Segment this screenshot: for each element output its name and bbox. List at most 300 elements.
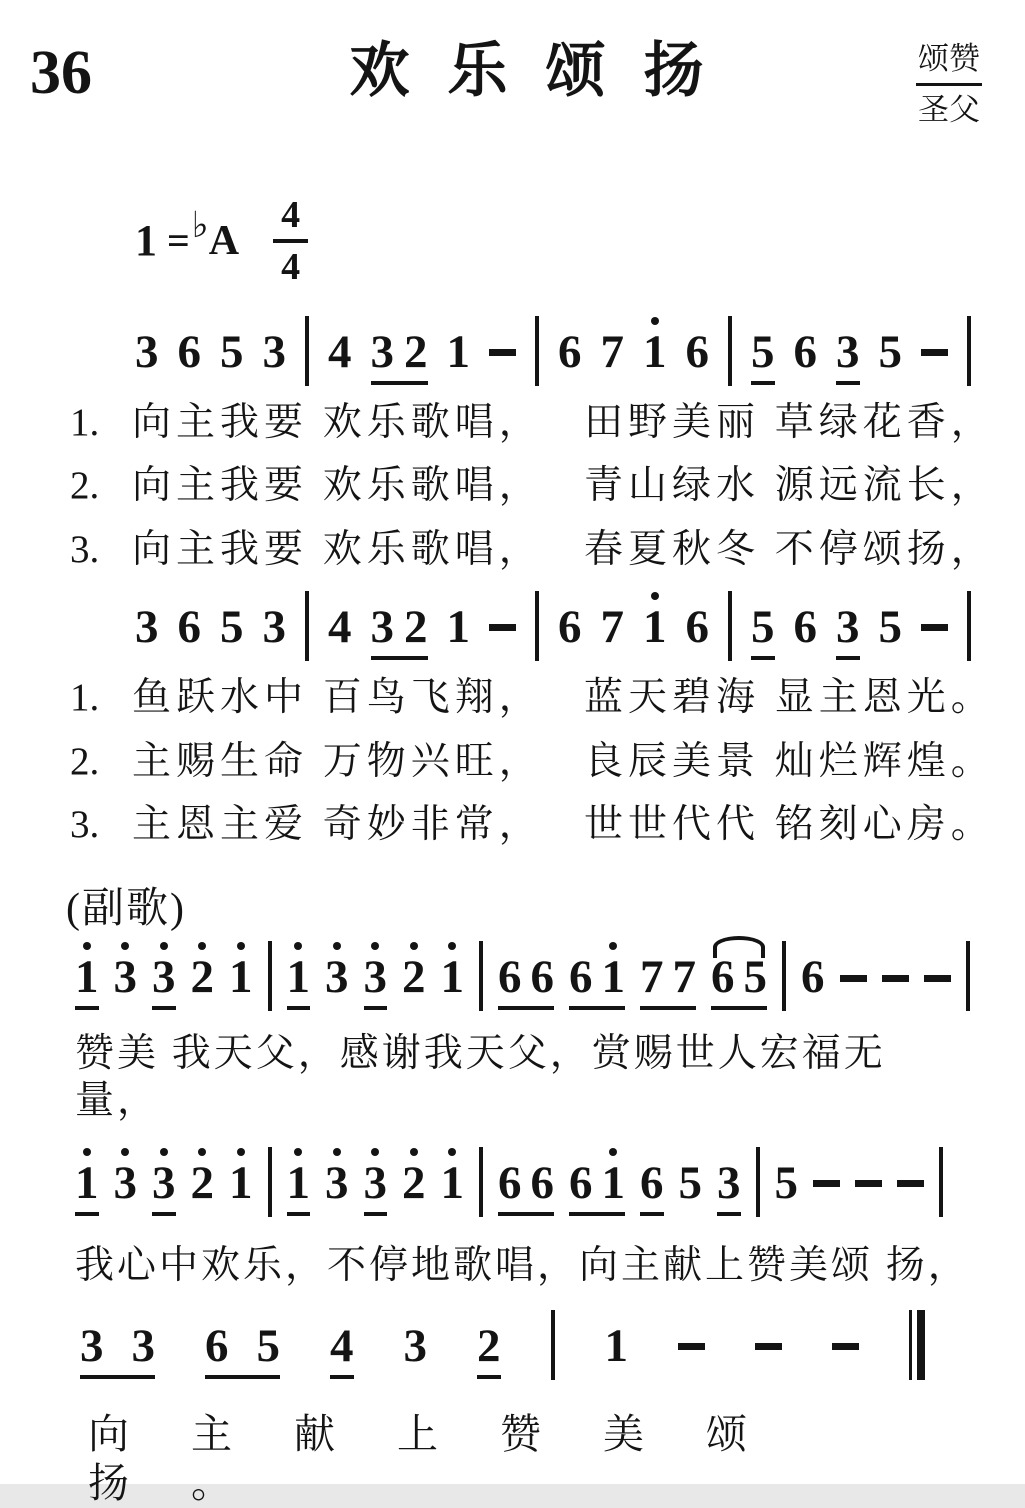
note-number: 1 xyxy=(604,1319,628,1372)
note-number: 1 xyxy=(75,1160,99,1216)
note xyxy=(364,1148,388,1216)
note xyxy=(404,592,428,656)
octave-dot xyxy=(410,942,418,950)
duration-dash xyxy=(855,1180,882,1187)
note xyxy=(404,317,428,381)
measure xyxy=(328,317,516,385)
beam-group xyxy=(711,942,767,1010)
category-label xyxy=(903,40,995,130)
note-number: 7 xyxy=(672,951,696,1004)
note xyxy=(325,1148,349,1216)
duration-dash xyxy=(921,624,948,631)
note-number: 5 xyxy=(878,325,902,378)
note xyxy=(498,1148,522,1212)
note-number: 6 xyxy=(530,1156,554,1209)
octave-dot xyxy=(844,592,852,600)
octave-dot xyxy=(577,1148,585,1156)
slur-arc xyxy=(713,936,765,958)
note-number: 6 xyxy=(177,325,201,378)
verse-line xyxy=(70,675,995,722)
header xyxy=(30,34,995,130)
octave-dot xyxy=(237,1148,245,1156)
measure xyxy=(80,1311,501,1379)
measure xyxy=(135,592,286,660)
octave-dot xyxy=(333,942,341,950)
note xyxy=(794,317,818,385)
note xyxy=(263,592,287,660)
octave-dot xyxy=(577,942,585,950)
note xyxy=(717,1148,741,1216)
note-number: 3 xyxy=(364,954,388,1010)
note-number: 1 xyxy=(229,951,253,1004)
note-number: 5 xyxy=(678,1156,702,1209)
time-signature xyxy=(273,193,308,288)
barline xyxy=(305,591,309,661)
octave-dot xyxy=(566,592,574,600)
octave-dot xyxy=(809,942,817,950)
verse-block-1 xyxy=(70,400,995,574)
note xyxy=(801,942,825,1010)
beam-group xyxy=(80,1311,155,1379)
octave-dot xyxy=(270,592,278,600)
note-number: 1 xyxy=(229,1156,253,1209)
octave-dot xyxy=(680,942,688,950)
note-number: 2 xyxy=(402,951,426,1004)
note-number: 3 xyxy=(403,1319,427,1372)
note-number: 5 xyxy=(774,1156,798,1209)
note xyxy=(643,317,667,385)
note xyxy=(558,317,582,385)
note xyxy=(686,317,710,385)
note-number: 3 xyxy=(717,1160,741,1216)
note xyxy=(751,592,775,660)
verse-text-first: 向主我要 欢乐歌唱， xyxy=(132,528,543,572)
octave-dot xyxy=(844,317,852,325)
jianpu-line-chorus-1 xyxy=(75,941,995,1011)
octave-dot xyxy=(338,1311,346,1319)
octave-dot xyxy=(88,1311,96,1319)
verse-text-second: 蓝天碧海 显主恩光。 xyxy=(584,675,995,719)
verse-line xyxy=(70,463,995,510)
chorus-label: (副歌) xyxy=(66,886,186,933)
verse-line xyxy=(70,739,995,786)
beam-group xyxy=(569,942,625,1010)
note xyxy=(178,317,202,385)
octave-dot xyxy=(538,1148,546,1156)
octave-dot xyxy=(651,317,659,325)
note xyxy=(132,1311,156,1375)
note xyxy=(836,317,860,385)
note-number: 6 xyxy=(793,325,817,378)
octave-dot xyxy=(270,317,278,325)
note xyxy=(75,1148,99,1216)
chorus-lyric-3: 向主献上赞美颂 扬。 xyxy=(88,1410,912,1506)
octave-dot xyxy=(609,942,617,950)
chorus-lyric-1: 赞美 我天父，感谢我天父，赏赐世人宏福无 量， xyxy=(75,1032,928,1123)
tonic-number: 1 xyxy=(135,216,157,265)
octave-dot xyxy=(198,1148,206,1156)
note xyxy=(879,592,903,660)
verse-text-first: 向主我要 欢乐歌唱， xyxy=(132,464,543,508)
barline xyxy=(966,941,970,1011)
verse-text-first: 鱼跃水中 百鸟飞翔， xyxy=(132,675,543,719)
octave-dot xyxy=(160,942,168,950)
note-number: 2 xyxy=(404,325,428,378)
barline xyxy=(756,1147,760,1217)
measure xyxy=(801,942,951,1010)
note-number: 3 xyxy=(135,325,159,378)
jianpu-line-chorus-2 xyxy=(75,1147,995,1217)
verse-text-second: 春夏秋冬 不停颂扬， xyxy=(584,528,995,572)
note-number: 3 xyxy=(262,600,286,653)
note-number: 1 xyxy=(446,325,470,378)
note-number: 3 xyxy=(370,600,394,653)
category-bottom-label: 圣父 xyxy=(918,91,980,127)
note-number: 6 xyxy=(711,951,735,1004)
note-number: 3 xyxy=(152,954,176,1010)
verse-number: 2. xyxy=(70,739,100,783)
note-number: 2 xyxy=(402,1156,426,1209)
note-number: 6 xyxy=(685,600,709,653)
verse-text-second: 田野美丽 草绿花香， xyxy=(584,400,995,444)
note-number: 6 xyxy=(498,951,522,1004)
note-number: 2 xyxy=(190,1156,214,1209)
beam-group xyxy=(640,942,696,1010)
note-number: 1 xyxy=(287,954,311,1010)
octave-dot xyxy=(228,317,236,325)
octave-dot xyxy=(454,592,462,600)
note xyxy=(364,942,388,1010)
note-number: 7 xyxy=(640,951,664,1004)
measure xyxy=(287,1148,465,1216)
duration-dash xyxy=(813,1180,840,1187)
beam-group xyxy=(498,1148,554,1216)
note-number: 6 xyxy=(498,1156,522,1209)
note xyxy=(178,592,202,660)
note xyxy=(679,1148,703,1216)
measure xyxy=(558,317,709,385)
note xyxy=(404,1311,428,1379)
note xyxy=(205,1311,229,1375)
note xyxy=(135,317,159,385)
octave-dot xyxy=(371,942,379,950)
duration-dash xyxy=(897,1180,924,1187)
note xyxy=(152,942,176,1010)
octave-dot xyxy=(336,317,344,325)
octave-dot xyxy=(336,592,344,600)
beam-group xyxy=(371,592,428,660)
beam-group xyxy=(498,942,554,1010)
note-number: 1 xyxy=(446,600,470,653)
time-signature-denominator: 4 xyxy=(281,245,301,288)
octave-dot xyxy=(448,1148,456,1156)
octave-dot xyxy=(213,1311,221,1319)
note xyxy=(152,1148,176,1216)
note-number: 3 xyxy=(262,325,286,378)
song-number: 36 xyxy=(30,39,92,107)
note xyxy=(287,942,311,1010)
duration-dash xyxy=(832,1343,859,1350)
note-number: 3 xyxy=(370,325,394,378)
note xyxy=(569,942,593,1006)
duration-dash xyxy=(882,975,909,982)
note xyxy=(794,592,818,660)
category-top-label: 颂赞 xyxy=(916,40,982,86)
octave-dot xyxy=(412,317,420,325)
measure xyxy=(498,1148,741,1216)
verse-block-2 xyxy=(70,675,995,849)
song-title: 欢乐颂扬 xyxy=(349,38,742,104)
note-number: 5 xyxy=(220,325,244,378)
verse-text-second: 世世代代 铭刻心房。 xyxy=(584,803,995,847)
octave-dot xyxy=(185,592,193,600)
note xyxy=(498,942,522,1006)
verse-number: 3. xyxy=(70,803,100,847)
duration-dash xyxy=(755,1343,782,1350)
measure xyxy=(75,1148,253,1216)
note xyxy=(135,592,159,660)
note-number: 4 xyxy=(328,325,352,378)
note xyxy=(325,942,349,1010)
octave-dot xyxy=(160,1148,168,1156)
octave-dot xyxy=(759,317,767,325)
octave-dot xyxy=(886,317,894,325)
octave-dot xyxy=(411,1311,419,1319)
barline xyxy=(479,1147,483,1217)
note xyxy=(220,592,244,660)
octave-dot xyxy=(506,942,514,950)
measure xyxy=(328,592,516,660)
note-number: 5 xyxy=(878,600,902,653)
octave-dot xyxy=(410,1148,418,1156)
note xyxy=(836,592,860,660)
note xyxy=(602,1148,626,1212)
note xyxy=(371,317,395,381)
note-number: 3 xyxy=(836,329,860,385)
note-number: 1 xyxy=(643,600,667,653)
octave-dot xyxy=(693,592,701,600)
octave-dot xyxy=(608,317,616,325)
barline xyxy=(535,591,539,661)
equals-sign: = xyxy=(167,218,190,263)
duration-dash xyxy=(924,975,951,982)
octave-dot xyxy=(612,1311,620,1319)
octave-dot xyxy=(608,592,616,600)
note xyxy=(402,942,426,1010)
note xyxy=(114,942,138,1010)
note xyxy=(328,592,352,660)
flat-icon: ♭ xyxy=(191,204,209,245)
final-barline xyxy=(909,1310,925,1380)
note-number: 1 xyxy=(601,1156,625,1209)
note xyxy=(441,942,465,1010)
note xyxy=(602,942,626,1006)
octave-dot xyxy=(759,592,767,600)
octave-dot xyxy=(454,317,462,325)
note-number: 5 xyxy=(743,951,767,1004)
note xyxy=(220,317,244,385)
duration-dash xyxy=(489,349,516,356)
key-signature xyxy=(135,193,995,288)
octave-dot xyxy=(886,592,894,600)
measure xyxy=(751,317,948,385)
note-number: 3 xyxy=(836,604,860,660)
octave-dot xyxy=(185,317,193,325)
note-number: 3 xyxy=(80,1319,104,1372)
note-number: 1 xyxy=(287,1160,311,1216)
octave-dot xyxy=(121,942,129,950)
beam-group xyxy=(569,1148,625,1216)
duration-dash xyxy=(840,975,867,982)
octave-dot xyxy=(651,592,659,600)
verse-line xyxy=(70,802,995,849)
note xyxy=(328,317,352,385)
note-number: 5 xyxy=(751,604,775,660)
note xyxy=(330,1311,354,1379)
octave-dot xyxy=(139,1311,147,1319)
note-number: 3 xyxy=(135,600,159,653)
octave-dot xyxy=(566,317,574,325)
note xyxy=(191,1148,215,1216)
verse-line xyxy=(70,527,995,574)
octave-dot xyxy=(782,1148,790,1156)
note xyxy=(601,317,625,385)
octave-dot xyxy=(143,317,151,325)
note xyxy=(751,317,775,385)
note-number: 7 xyxy=(600,325,624,378)
octave-dot xyxy=(485,1311,493,1319)
measure xyxy=(135,317,286,385)
note xyxy=(643,592,667,660)
octave-dot xyxy=(228,592,236,600)
note-number: 1 xyxy=(440,1156,464,1209)
measure xyxy=(287,942,465,1010)
duration-dash xyxy=(489,624,516,631)
note xyxy=(75,942,99,1010)
note-number: 3 xyxy=(325,951,349,1004)
note xyxy=(80,1311,104,1375)
verse-number: 3. xyxy=(70,528,100,572)
note-number: 3 xyxy=(131,1319,155,1372)
octave-dot xyxy=(725,1148,733,1156)
note xyxy=(531,942,555,1006)
note xyxy=(640,942,664,1006)
octave-dot xyxy=(506,1148,514,1156)
barline xyxy=(551,1310,555,1380)
note-number: 6 xyxy=(801,951,825,1004)
note xyxy=(477,1311,501,1379)
barline xyxy=(305,316,309,386)
verse-number: 1. xyxy=(70,400,100,444)
note xyxy=(775,1148,799,1216)
octave-dot xyxy=(448,942,456,950)
duration-dash xyxy=(678,1343,705,1350)
note-number: 1 xyxy=(75,954,99,1010)
verse-line xyxy=(70,400,995,447)
verse-text-second: 青山绿水 源远流长， xyxy=(584,464,995,508)
note xyxy=(371,592,395,656)
measure xyxy=(605,1311,860,1379)
time-signature-numerator: 4 xyxy=(273,196,308,243)
measure xyxy=(498,942,767,1010)
beam-group xyxy=(205,1311,280,1379)
verse-text-first: 向主我要 欢乐歌唱， xyxy=(132,400,543,444)
octave-dot xyxy=(294,1148,302,1156)
beam-group xyxy=(371,317,428,385)
note-number: 1 xyxy=(440,951,464,1004)
verse-number: 2. xyxy=(70,464,100,508)
octave-dot xyxy=(371,1148,379,1156)
note-number: 7 xyxy=(600,600,624,653)
note-number: 5 xyxy=(751,329,775,385)
note xyxy=(447,317,471,385)
octave-dot xyxy=(801,592,809,600)
octave-dot xyxy=(412,592,420,600)
note xyxy=(640,1148,664,1216)
note-number: 2 xyxy=(404,600,428,653)
octave-dot xyxy=(693,317,701,325)
measure xyxy=(775,1148,925,1216)
note-number: 6 xyxy=(569,1156,593,1209)
note-number: 1 xyxy=(601,951,625,1004)
note-number: 5 xyxy=(220,600,244,653)
jianpu-line-chorus-3 xyxy=(80,1310,995,1380)
octave-dot xyxy=(378,317,386,325)
barline xyxy=(268,1147,272,1217)
note-number: 6 xyxy=(685,325,709,378)
octave-dot xyxy=(609,1148,617,1156)
note xyxy=(229,942,253,1010)
note-number: 3 xyxy=(113,951,137,1004)
measure xyxy=(75,942,253,1010)
note xyxy=(605,1311,629,1379)
barline xyxy=(268,941,272,1011)
barline xyxy=(479,941,483,1011)
note xyxy=(447,592,471,660)
barline xyxy=(535,316,539,386)
note xyxy=(441,1148,465,1216)
key-letter: A xyxy=(208,217,240,264)
note-number: 6 xyxy=(558,600,582,653)
measure xyxy=(751,592,948,660)
octave-dot xyxy=(648,942,656,950)
octave-dot xyxy=(378,592,386,600)
note-number: 6 xyxy=(530,951,554,1004)
note-number: 1 xyxy=(643,325,667,378)
note-number: 6 xyxy=(569,951,593,1004)
octave-dot xyxy=(121,1148,129,1156)
note xyxy=(257,1311,281,1375)
barline xyxy=(939,1147,943,1217)
note-number: 3 xyxy=(152,1160,176,1216)
verse-text-second: 良辰美景 灿烂辉煌。 xyxy=(584,739,995,783)
note xyxy=(229,1148,253,1216)
note xyxy=(531,1148,555,1212)
octave-dot xyxy=(198,942,206,950)
verse-number: 1. xyxy=(70,675,100,719)
verse-text-first: 主赐生命 万物兴旺， xyxy=(132,739,543,783)
verse-text-first: 主恩主爱 奇妙非常， xyxy=(132,803,543,847)
note-number: 3 xyxy=(113,1156,137,1209)
note-number: 2 xyxy=(477,1323,501,1379)
note xyxy=(402,1148,426,1216)
duration-dash xyxy=(921,349,948,356)
note-number: 2 xyxy=(190,951,214,1004)
note-number: 3 xyxy=(325,1156,349,1209)
octave-dot xyxy=(538,942,546,950)
note xyxy=(601,592,625,660)
note-number: 6 xyxy=(177,600,201,653)
